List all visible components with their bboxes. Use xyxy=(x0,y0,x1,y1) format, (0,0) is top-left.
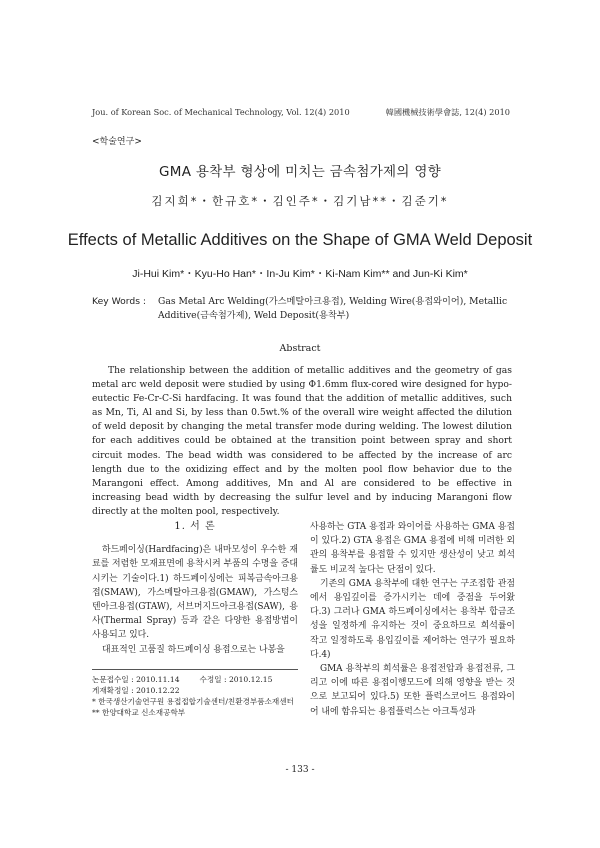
keywords-line-1: Gas Metal Arc Welding(가스메탈아크용접), Welding Wire(용접와이어), Metallic xyxy=(158,296,508,307)
intro-paragraph-2: 대표적인 고품질 하드페이싱 용접으로는 나봉을 xyxy=(102,644,285,655)
korean-title: GMA 용착부 형상에 미치는 금속첨가제의 영향 xyxy=(159,164,441,180)
footnotes xyxy=(92,669,298,718)
accepted-date: 게재확정일 : 2010.12.22 xyxy=(92,686,180,695)
english-authors: Ji-Hui Kim*・Kyu-Ho Han*・In-Ju Kim*・Ki-Nam Kim** and Jun-Ki Kim* xyxy=(132,268,468,280)
journal-header-right: 韓國機械技術學會誌, 12(4) 2010 xyxy=(385,107,510,117)
revised-date: 수정일 : 2010.12.15 xyxy=(199,675,273,684)
keywords-line-2: Additive(금속첨가제), Weld Deposit(용착부) xyxy=(158,310,350,321)
intro-heading: 1. 서 론 xyxy=(174,521,216,532)
keywords-block xyxy=(92,295,512,323)
intro-paragraph-1: 하드페이싱(Hardfacing)은 내마모성이 우수한 재료를 저렴한 모재표면에 용착시켜 부품의 수명을 증대시키는 기술이다.1) 하드페이싱에는 피복금속아크용접(SMAW), 가스메탈아크용접(GMAW), 가스텅스텐아크용접(GTAW), 서브머지드아크용접(SAW), 용사(Thermal Spray) 등과 같은 다양한 용접방법이 사용되고 있다. xyxy=(92,545,298,641)
page-number: - 133 - xyxy=(285,765,315,775)
received-date: 논문접수일 : 2010.11.14 xyxy=(92,675,180,684)
section-tag: <학술연구> xyxy=(92,137,142,147)
affiliation-1: * 한국생산기술연구원 용접접합기술센터/친환경부품소재센터 xyxy=(92,697,294,706)
right-paragraph-3: GMA 용착부의 희석률은 용접전압과 용접전류, 그리고 이에 따른 용접이행모드에 의해 영향을 받는 것으로 보고되어 있다.5) 또한 플럭스코어드 용접와이어 내에 함유되는 용접플럭스는 아크특성과 xyxy=(310,664,515,717)
affiliation-2: ** 한양대학교 신소재공학부 xyxy=(92,708,186,717)
keywords-label: Key Words : xyxy=(92,296,146,307)
right-paragraph-1: 사용하는 GTA 용접과 와이어를 사용하는 GMA 용접이 있다.2) GTA 용접은 GMA 용접에 비해 미려한 외관의 용착부를 용접할 수 있지만 생산성이 낮고 희석률도 비교적 높다는 단점이 있다. xyxy=(310,522,515,575)
right-paragraph-2: 기존의 GMA 용착부에 대한 연구는 구조접합 관점에서 용입깊이를 증가시키는 데에 중점을 두어왔다.3) 그러나 GMA 하드페이싱에서는 용착부 합금조성을 일정하게 유지하는 것이 중요하므로 희석률이 작고 일정하도록 용입깊이를 제어하는 연구가 필요하다.4) xyxy=(310,578,515,660)
left-column xyxy=(92,520,298,657)
right-column xyxy=(310,520,515,719)
abstract-heading: Abstract xyxy=(279,343,321,354)
english-title: Effects of Metallic Additives on the Shape of GMA Weld Deposit xyxy=(67,231,533,249)
korean-authors: 김지희*・한규호*・김인주*・김기남**・김준기* xyxy=(151,194,449,208)
abstract-text: The relationship between the addition of metallic additives and the geometry of gas metal arc weld deposit were studied by using Φ1.6mm flux-cored wire designed for hypo-eutectic Fe-Cr-C-Si hardfacing. It was found that the addition of metallic additives, such as Mn, Ti, Al and Si, by less than 0.5wt.% of the overall wire weight affected the dilution of weld deposit by changing the metal transfer mode during welding. The lowest dilution for each additives could be obtained at the transition point between spray and short circuit modes. The bead width was considered to be affected by the increase of arc length due to the oxidizing effect and by the molten pool flow behavior due to the Marangoni effect. Among additives, Mn and Al are considered to be effective in increasing bead width by decreasing the sulfur level and by inducing Marangoni flow directly at the molten pool, respectively. xyxy=(92,365,512,517)
journal-header-left: Jou. of Korean Soc. of Mechanical Technology, Vol. 12(4) 2010 xyxy=(92,107,350,117)
